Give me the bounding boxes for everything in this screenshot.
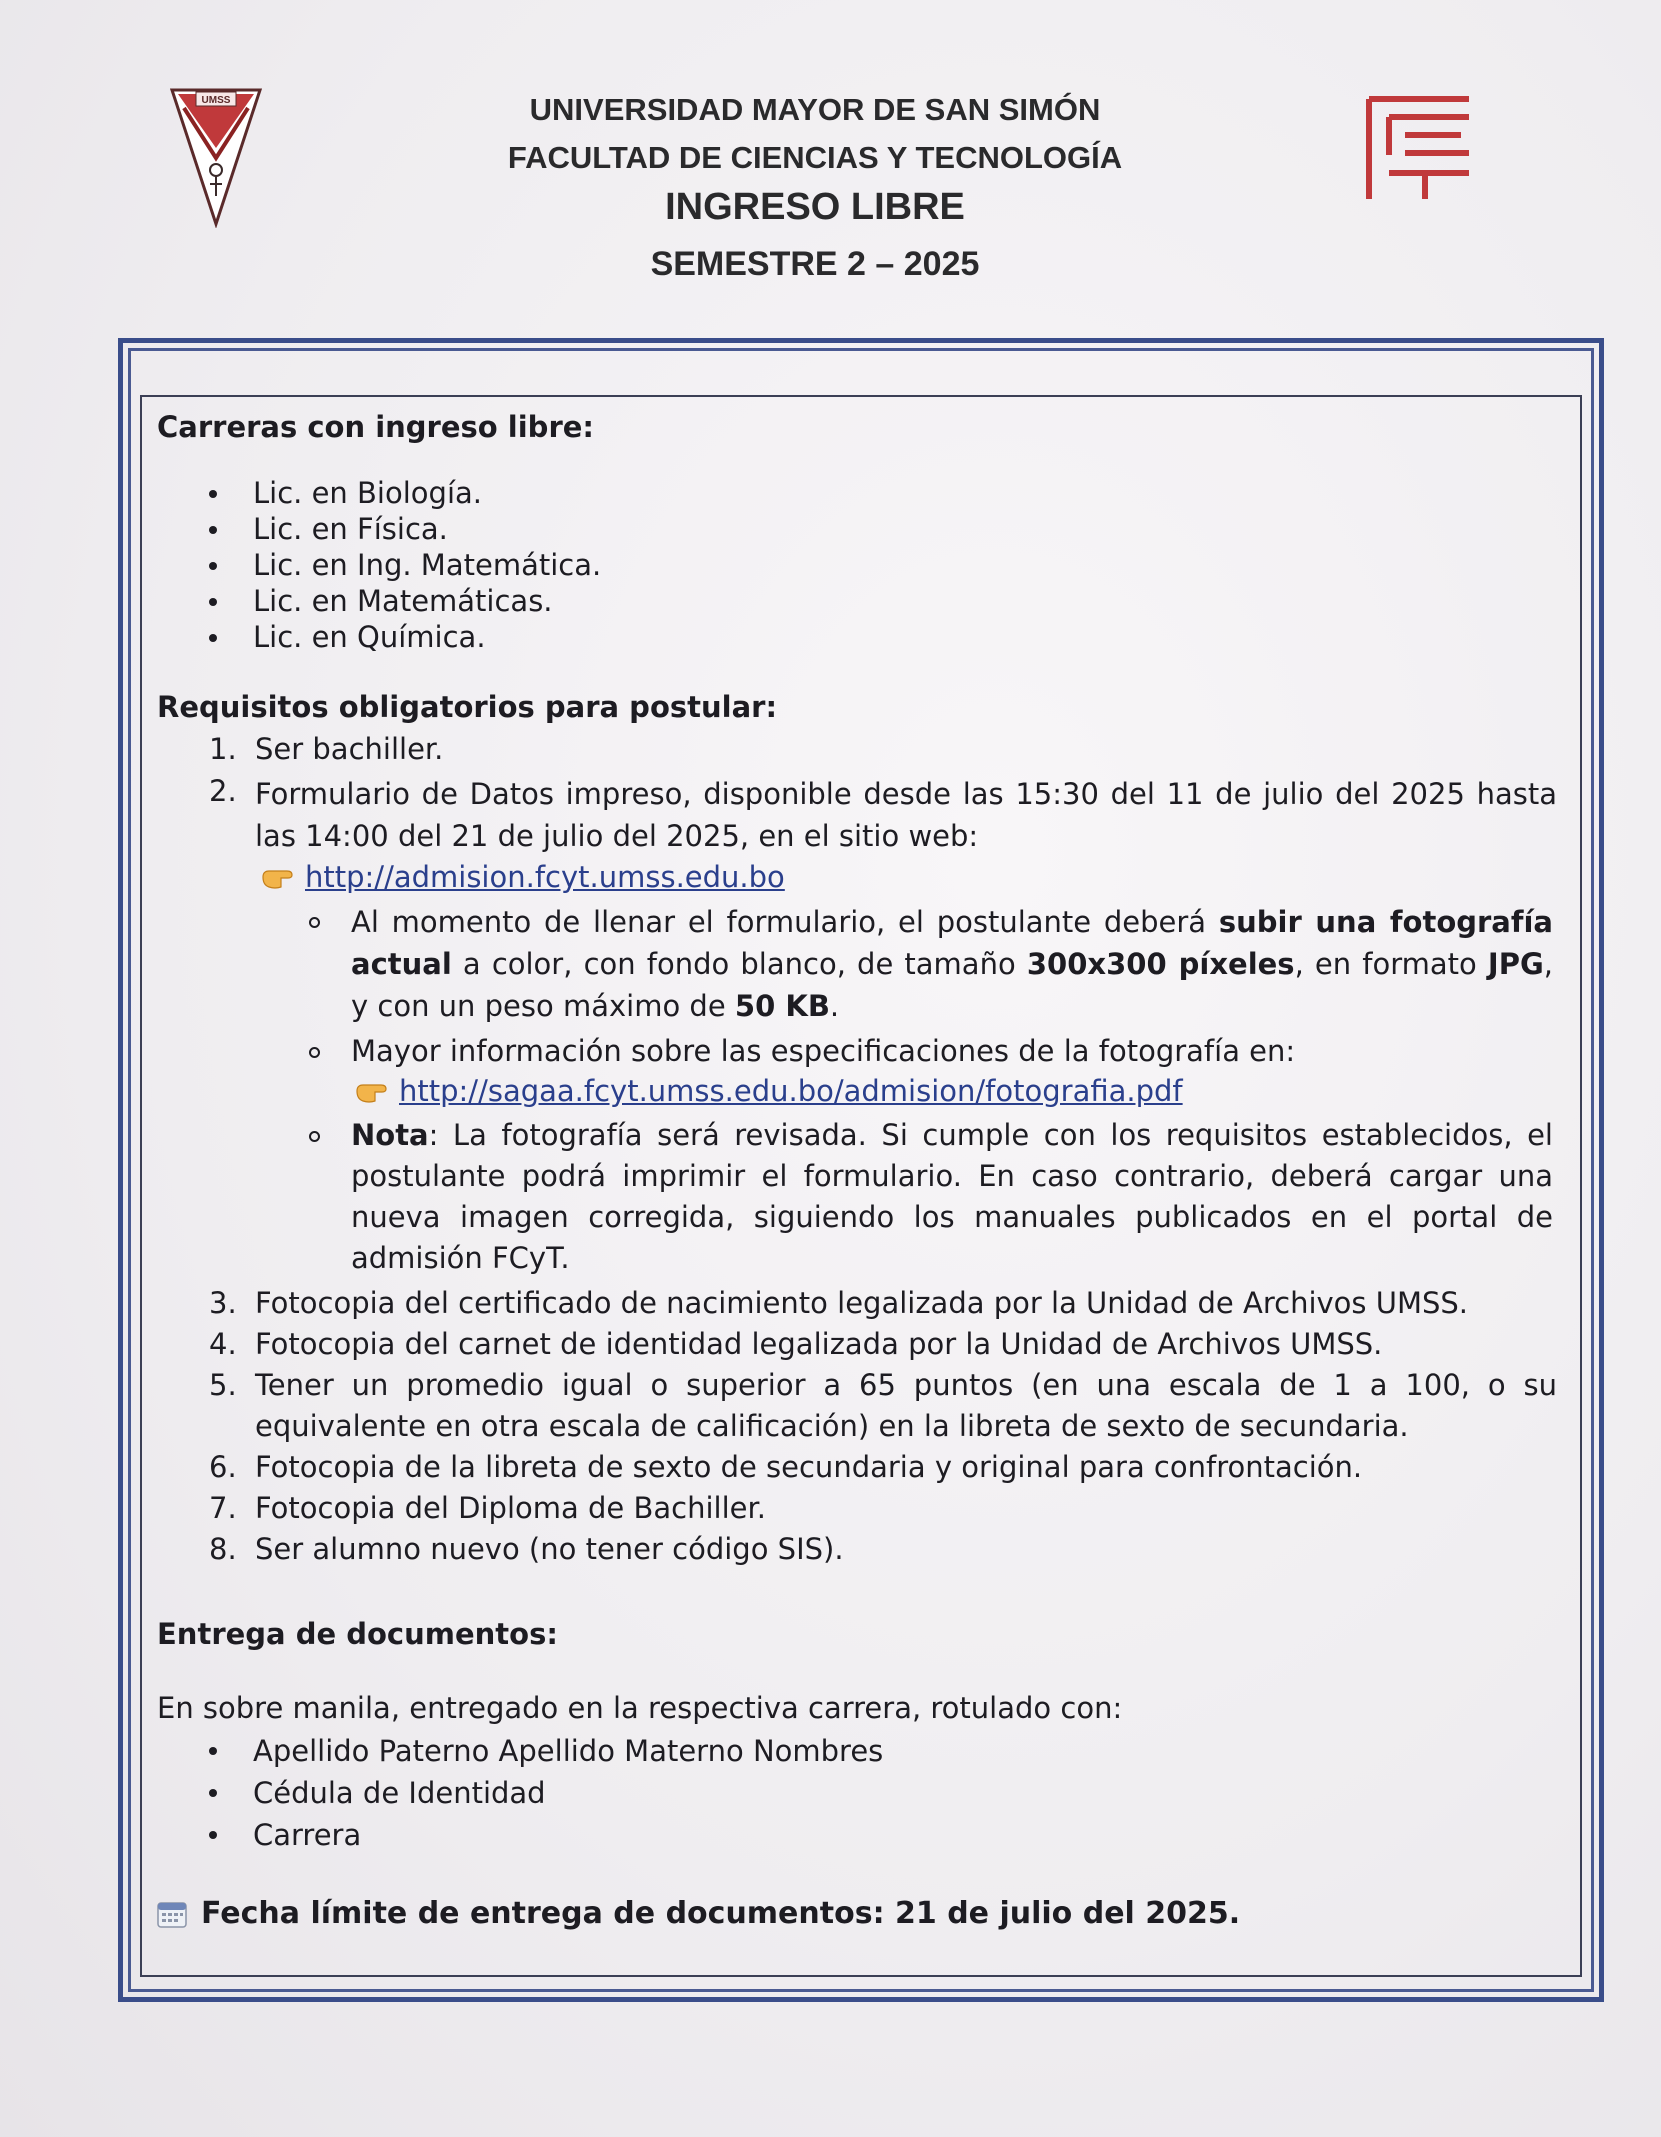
requirement-5: 5. Tener un promedio igual o superior a 65 puntos (en una escala de 1 a 100, o su equivalente en otra escala de calificación) en la libreta de sexto de secundaria.: [209, 1368, 1557, 1443]
requirements-title: Requisitos obligatorios para postular:: [157, 690, 778, 724]
faculty-name: FACULTAD DE CIENCIAS Y TECNOLOGÍA: [507, 140, 1123, 175]
requirement-3: 3. Fotocopia del certificado de nacimiento legalizada por la Unidad de Archivos UMSS.: [209, 1286, 1469, 1320]
calendar-icon: [157, 1900, 187, 1928]
fcyt-logo-icon: [1365, 95, 1475, 205]
delivery-title: Entrega de documentos:: [157, 1617, 558, 1651]
list-item: Lic. en Química.: [157, 619, 1557, 655]
umss-logo-text: UMSS: [201, 95, 231, 106]
photo-spec-link[interactable]: http://sagaa.fcyt.umss.edu.bo/admision/fotografia.pdf: [399, 1074, 1183, 1108]
photo-link-row: [355, 1071, 1557, 1111]
bullet-icon: [209, 562, 217, 570]
bullet-icon: [209, 490, 217, 498]
deadline-row: [157, 1896, 1557, 1932]
requirement-4: 4. Fotocopia del carnet de identidad legalizada por la Unidad de Archivos UMSS.: [209, 1327, 1383, 1361]
umss-shield-icon: [170, 88, 262, 228]
photo-info: Mayor información sobre las especificaciones de la fotografía en:: [351, 1031, 1557, 1071]
bullet-icon: [209, 1747, 217, 1755]
careers-title: Carreras con ingreso libre:: [157, 410, 595, 444]
delivery-list: [157, 1730, 1557, 1856]
list-item: Lic. en Ing. Matemática.: [157, 547, 1557, 583]
photo-requirement: Al momento de llenar el formulario, el postulante deberá subir una fotografía actual a color, con fondo blanco, de tamaño 300x300 píxeles, en formato JPG, y con un peso máximo de 50 KB.: [351, 901, 1557, 1027]
requirement-8: 8. Ser alumno nuevo (no tener código SIS).: [209, 1532, 844, 1566]
requirement-6: 6. Fotocopia de la libreta de sexto de secundaria y original para confrontación.: [209, 1450, 1363, 1484]
document-title: INGRESO LIBRE: [665, 186, 965, 228]
admission-link-row: [261, 857, 1557, 897]
pointing-hand-icon: [261, 867, 295, 891]
list-item: Cédula de Identidad: [157, 1772, 1557, 1814]
list-item: Lic. en Biología.: [157, 475, 1557, 511]
sub-bullet-icon: [309, 1131, 320, 1142]
bullet-icon: [209, 634, 217, 642]
careers-list: [157, 475, 1557, 655]
photo-note: Nota: La fotografía será revisada. Si cumple con los requisitos establecidos, el postulante podrá imprimir el formulario. En caso contrario, deberá cargar una nueva imagen corregida, siguiendo los manuales publicados en el portal de admisión FCyT.: [351, 1115, 1557, 1279]
sub-bullet-icon: [309, 917, 320, 928]
document-body: [157, 405, 1557, 1932]
list-item: Apellido Paterno Apellido Materno Nombres: [157, 1730, 1557, 1772]
sub-bullet-icon: [309, 1047, 320, 1058]
document-header: [0, 0, 1661, 320]
list-item: Lic. en Física.: [157, 511, 1557, 547]
delivery-intro: En sobre manila, entregado en la respectiva carrera, rotulado con:: [157, 1691, 1123, 1725]
admission-link[interactable]: http://admision.fcyt.umss.edu.bo: [305, 860, 785, 894]
requirement-1: 1. Ser bachiller.: [209, 732, 444, 766]
requirement-2: 2. Formulario de Datos impreso, disponible desde las 15:30 del 11 de julio del 2025 hasta las 14:00 del 21 de julio del 2025, en el sitio web:: [209, 774, 1557, 853]
list-item: Carrera: [157, 1814, 1557, 1856]
bullet-icon: [209, 1831, 217, 1839]
bullet-icon: [209, 526, 217, 534]
semester-label: SEMESTRE 2 – 2025: [650, 245, 980, 283]
deadline-text: Fecha límite de entrega de documentos: 21 de julio del 2025.: [201, 1896, 1241, 1931]
pointing-hand-icon: [355, 1081, 389, 1105]
university-name: UNIVERSIDAD MAYOR DE SAN SIMÓN: [529, 92, 1101, 127]
list-item: Lic. en Matemáticas.: [157, 583, 1557, 619]
bullet-icon: [209, 1789, 217, 1797]
requirement-7: 7. Fotocopia del Diploma de Bachiller.: [209, 1491, 766, 1525]
bullet-icon: [209, 598, 217, 606]
